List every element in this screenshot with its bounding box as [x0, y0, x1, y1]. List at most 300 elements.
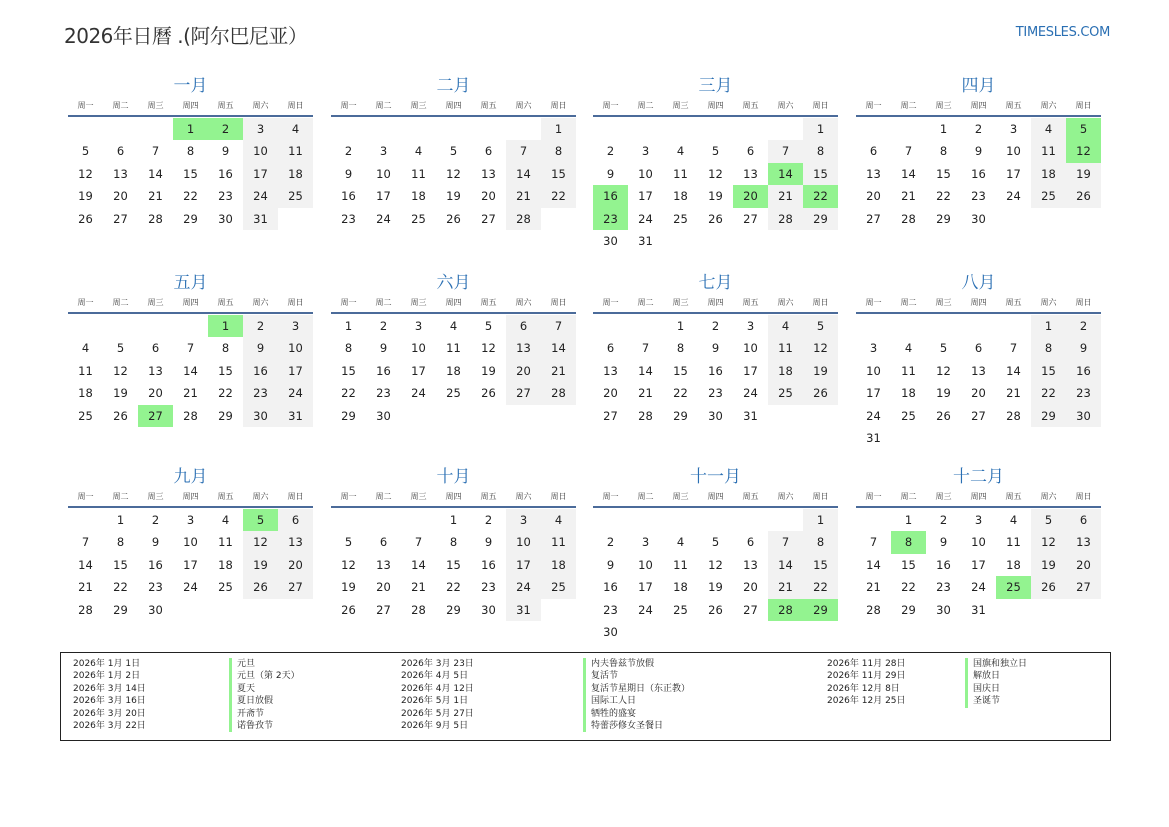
day-cell[interactable]: 6	[379, 535, 388, 550]
day-cell[interactable]: 9	[974, 144, 983, 159]
day-cell[interactable]: 22	[1031, 382, 1066, 404]
day-cell[interactable]: 15	[673, 363, 688, 378]
day-cell[interactable]: 10	[866, 363, 881, 378]
day-cell[interactable]: 31	[506, 599, 541, 621]
day-cell[interactable]: 12	[243, 531, 278, 553]
day-cell[interactable]: 20	[1066, 554, 1101, 576]
day-cell[interactable]: 25	[541, 576, 576, 598]
day-cell[interactable]: 14	[148, 166, 163, 181]
day-cell[interactable]: 21	[1006, 386, 1021, 401]
day-cell[interactable]: 5	[711, 144, 720, 159]
day-cell[interactable]: 16	[243, 360, 278, 382]
day-cell[interactable]: 26	[341, 602, 356, 617]
day-cell[interactable]: 26	[113, 408, 128, 423]
day-cell[interactable]: 2	[379, 319, 388, 333]
day-cell[interactable]: 13	[506, 337, 541, 359]
day-cell[interactable]: 23	[148, 580, 163, 595]
day-cell[interactable]: 27	[278, 576, 313, 598]
day-cell[interactable]: 24	[183, 580, 198, 595]
day-cell[interactable]: 10	[971, 535, 986, 550]
day-cell[interactable]: 25	[673, 602, 688, 617]
day-cell[interactable]: 30	[708, 408, 723, 423]
day-cell[interactable]: 10	[183, 535, 198, 550]
day-cell[interactable]: 6	[278, 509, 313, 531]
day-cell[interactable]: 1	[803, 118, 838, 140]
day-cell[interactable]: 30	[603, 624, 618, 639]
holiday-day[interactable]: 12	[1066, 140, 1101, 162]
day-cell[interactable]: 22	[673, 386, 688, 401]
day-cell[interactable]: 15	[901, 557, 916, 572]
holiday-day[interactable]: 23	[593, 208, 628, 230]
day-cell[interactable]: 28	[78, 602, 93, 617]
day-cell[interactable]: 23	[481, 580, 496, 595]
day-cell[interactable]: 2	[151, 513, 160, 527]
day-cell[interactable]: 6	[1066, 509, 1101, 531]
day-cell[interactable]: 7	[541, 315, 576, 337]
day-cell[interactable]: 22	[218, 386, 233, 401]
day-cell[interactable]: 18	[673, 580, 688, 595]
day-cell[interactable]: 10	[506, 531, 541, 553]
holiday-day[interactable]: 29	[803, 599, 838, 621]
day-cell[interactable]: 1	[904, 513, 913, 527]
day-cell[interactable]: 27	[743, 211, 758, 226]
day-cell[interactable]: 9	[606, 557, 615, 572]
day-cell[interactable]: 14	[901, 166, 916, 181]
day-cell[interactable]: 1	[676, 319, 685, 333]
day-cell[interactable]: 3	[974, 513, 983, 527]
day-cell[interactable]: 27	[506, 382, 541, 404]
day-cell[interactable]: 7	[869, 535, 878, 550]
day-cell[interactable]: 17	[376, 189, 391, 204]
day-cell[interactable]: 31	[866, 430, 881, 445]
day-cell[interactable]: 1	[449, 513, 458, 527]
day-cell[interactable]: 8	[221, 341, 230, 356]
day-cell[interactable]: 30	[603, 233, 618, 248]
day-cell[interactable]: 15	[803, 554, 838, 576]
day-cell[interactable]: 3	[641, 144, 650, 159]
day-cell[interactable]: 29	[673, 408, 688, 423]
holiday-day[interactable]: 22	[803, 185, 838, 207]
day-cell[interactable]: 8	[939, 144, 948, 159]
day-cell[interactable]: 17	[411, 363, 426, 378]
holiday-day[interactable]: 2	[208, 118, 243, 140]
day-cell[interactable]: 18	[446, 363, 461, 378]
day-cell[interactable]: 20	[376, 580, 391, 595]
day-cell[interactable]: 9	[711, 341, 720, 356]
day-cell[interactable]: 17	[1006, 166, 1021, 181]
day-cell[interactable]: 7	[506, 140, 541, 162]
day-cell[interactable]: 22	[341, 386, 356, 401]
day-cell[interactable]: 3	[379, 144, 388, 159]
day-cell[interactable]: 30	[243, 405, 278, 427]
day-cell[interactable]: 19	[708, 189, 723, 204]
day-cell[interactable]: 5	[116, 341, 125, 356]
holiday-day[interactable]: 28	[768, 599, 803, 621]
day-cell[interactable]: 11	[278, 140, 313, 162]
day-cell[interactable]: 16	[376, 363, 391, 378]
day-cell[interactable]: 18	[1006, 557, 1021, 572]
day-cell[interactable]: 12	[446, 166, 461, 181]
day-cell[interactable]: 6	[606, 341, 615, 356]
day-cell[interactable]: 16	[218, 166, 233, 181]
day-cell[interactable]: 8	[449, 535, 458, 550]
day-cell[interactable]: 30	[936, 602, 951, 617]
day-cell[interactable]: 15	[341, 363, 356, 378]
day-cell[interactable]: 2	[974, 122, 983, 136]
day-cell[interactable]: 24	[243, 185, 278, 207]
holiday-day[interactable]: 14	[768, 163, 803, 185]
day-cell[interactable]: 20	[148, 386, 163, 401]
day-cell[interactable]: 24	[866, 408, 881, 423]
day-cell[interactable]: 23	[936, 580, 951, 595]
day-cell[interactable]: 4	[81, 341, 90, 356]
day-cell[interactable]: 17	[866, 386, 881, 401]
day-cell[interactable]: 12	[708, 166, 723, 181]
day-cell[interactable]: 8	[186, 144, 195, 159]
day-cell[interactable]: 19	[446, 189, 461, 204]
holiday-day[interactable]: 1	[208, 315, 243, 337]
day-cell[interactable]: 2	[939, 513, 948, 527]
day-cell[interactable]: 11	[541, 531, 576, 553]
day-cell[interactable]: 10	[638, 166, 653, 181]
day-cell[interactable]: 25	[78, 408, 93, 423]
day-cell[interactable]: 18	[673, 189, 688, 204]
day-cell[interactable]: 12	[481, 341, 496, 356]
day-cell[interactable]: 13	[376, 557, 391, 572]
day-cell[interactable]: 2	[711, 319, 720, 333]
day-cell[interactable]: 28	[901, 211, 916, 226]
day-cell[interactable]: 23	[971, 189, 986, 204]
day-cell[interactable]: 14	[506, 163, 541, 185]
day-cell[interactable]: 24	[1006, 189, 1021, 204]
day-cell[interactable]: 8	[344, 341, 353, 356]
day-cell[interactable]: 24	[376, 211, 391, 226]
day-cell[interactable]: 29	[113, 602, 128, 617]
day-cell[interactable]: 9	[606, 166, 615, 181]
day-cell[interactable]: 25	[901, 408, 916, 423]
day-cell[interactable]: 2	[344, 144, 353, 159]
day-cell[interactable]: 19	[243, 554, 278, 576]
day-cell[interactable]: 22	[803, 576, 838, 598]
day-cell[interactable]: 6	[869, 144, 878, 159]
day-cell[interactable]: 27	[743, 602, 758, 617]
day-cell[interactable]: 17	[743, 363, 758, 378]
day-cell[interactable]: 17	[638, 189, 653, 204]
day-cell[interactable]: 19	[1066, 163, 1101, 185]
day-cell[interactable]: 24	[638, 211, 653, 226]
day-cell[interactable]: 20	[603, 386, 618, 401]
day-cell[interactable]: 22	[901, 580, 916, 595]
day-cell[interactable]: 12	[803, 337, 838, 359]
day-cell[interactable]: 28	[541, 382, 576, 404]
day-cell[interactable]: 13	[1066, 531, 1101, 553]
day-cell[interactable]: 7	[151, 144, 160, 159]
day-cell[interactable]: 9	[379, 341, 388, 356]
day-cell[interactable]: 11	[673, 166, 688, 181]
day-cell[interactable]: 26	[708, 602, 723, 617]
day-cell[interactable]: 5	[803, 315, 838, 337]
day-cell[interactable]: 2	[484, 513, 493, 527]
day-cell[interactable]: 9	[1066, 337, 1101, 359]
day-cell[interactable]: 18	[218, 557, 233, 572]
day-cell[interactable]: 12	[936, 363, 951, 378]
day-cell[interactable]: 30	[971, 211, 986, 226]
day-cell[interactable]: 22	[541, 185, 576, 207]
day-cell[interactable]: 13	[113, 166, 128, 181]
day-cell[interactable]: 7	[414, 535, 423, 550]
day-cell[interactable]: 26	[708, 211, 723, 226]
day-cell[interactable]: 15	[936, 166, 951, 181]
holiday-day[interactable]: 20	[733, 185, 768, 207]
day-cell[interactable]: 22	[446, 580, 461, 595]
holiday-day[interactable]: 5	[243, 509, 278, 531]
day-cell[interactable]: 25	[278, 185, 313, 207]
day-cell[interactable]: 28	[1006, 408, 1021, 423]
day-cell[interactable]: 19	[803, 360, 838, 382]
day-cell[interactable]: 24	[743, 386, 758, 401]
day-cell[interactable]: 30	[148, 602, 163, 617]
day-cell[interactable]: 16	[708, 363, 723, 378]
day-cell[interactable]: 16	[936, 557, 951, 572]
day-cell[interactable]: 25	[1031, 185, 1066, 207]
day-cell[interactable]: 31	[971, 602, 986, 617]
day-cell[interactable]: 14	[183, 363, 198, 378]
day-cell[interactable]: 27	[376, 602, 391, 617]
day-cell[interactable]: 7	[186, 341, 195, 356]
day-cell[interactable]: 21	[148, 189, 163, 204]
day-cell[interactable]: 5	[344, 535, 353, 550]
day-cell[interactable]: 5	[484, 319, 493, 333]
day-cell[interactable]: 26	[446, 211, 461, 226]
day-cell[interactable]: 9	[151, 535, 160, 550]
day-cell[interactable]: 14	[1006, 363, 1021, 378]
day-cell[interactable]: 16	[1066, 360, 1101, 382]
day-cell[interactable]: 10	[743, 341, 758, 356]
day-cell[interactable]: 15	[183, 166, 198, 181]
day-cell[interactable]: 29	[446, 602, 461, 617]
day-cell[interactable]: 19	[113, 386, 128, 401]
day-cell[interactable]: 15	[218, 363, 233, 378]
day-cell[interactable]: 22	[183, 189, 198, 204]
day-cell[interactable]: 1	[541, 118, 576, 140]
day-cell[interactable]: 25	[446, 386, 461, 401]
day-cell[interactable]: 23	[1066, 382, 1101, 404]
day-cell[interactable]: 28	[768, 208, 803, 230]
day-cell[interactable]: 19	[1031, 554, 1066, 576]
day-cell[interactable]: 11	[1006, 535, 1021, 550]
day-cell[interactable]: 24	[411, 386, 426, 401]
day-cell[interactable]: 11	[673, 557, 688, 572]
day-cell[interactable]: 29	[936, 211, 951, 226]
day-cell[interactable]: 10	[243, 140, 278, 162]
day-cell[interactable]: 12	[78, 166, 93, 181]
day-cell[interactable]: 24	[278, 382, 313, 404]
day-cell[interactable]: 8	[803, 531, 838, 553]
site-link[interactable]: TIMESLES.COM	[1015, 25, 1110, 40]
holiday-day[interactable]: 5	[1066, 118, 1101, 140]
holiday-day[interactable]: 8	[891, 531, 926, 553]
day-cell[interactable]: 14	[411, 557, 426, 572]
day-cell[interactable]: 8	[803, 140, 838, 162]
day-cell[interactable]: 31	[743, 408, 758, 423]
day-cell[interactable]: 30	[1066, 405, 1101, 427]
day-cell[interactable]: 4	[1031, 118, 1066, 140]
day-cell[interactable]: 6	[974, 341, 983, 356]
day-cell[interactable]: 15	[446, 557, 461, 572]
day-cell[interactable]: 12	[708, 557, 723, 572]
day-cell[interactable]: 20	[481, 189, 496, 204]
day-cell[interactable]: 12	[341, 557, 356, 572]
day-cell[interactable]: 26	[803, 382, 838, 404]
day-cell[interactable]: 6	[151, 341, 160, 356]
day-cell[interactable]: 4	[676, 144, 685, 159]
day-cell[interactable]: 29	[341, 408, 356, 423]
day-cell[interactable]: 4	[676, 535, 685, 550]
day-cell[interactable]: 1	[344, 319, 353, 333]
day-cell[interactable]: 20	[278, 554, 313, 576]
day-cell[interactable]: 1	[116, 513, 125, 527]
day-cell[interactable]: 17	[506, 554, 541, 576]
day-cell[interactable]: 3	[278, 315, 313, 337]
day-cell[interactable]: 29	[901, 602, 916, 617]
day-cell[interactable]: 16	[148, 557, 163, 572]
day-cell[interactable]: 20	[743, 580, 758, 595]
day-cell[interactable]: 21	[411, 580, 426, 595]
day-cell[interactable]: 11	[768, 337, 803, 359]
day-cell[interactable]: 4	[541, 509, 576, 531]
day-cell[interactable]: 5	[939, 341, 948, 356]
day-cell[interactable]: 27	[603, 408, 618, 423]
day-cell[interactable]: 28	[506, 208, 541, 230]
day-cell[interactable]: 7	[641, 341, 650, 356]
day-cell[interactable]: 18	[541, 554, 576, 576]
day-cell[interactable]: 23	[708, 386, 723, 401]
day-cell[interactable]: 29	[1031, 405, 1066, 427]
day-cell[interactable]: 13	[481, 166, 496, 181]
day-cell[interactable]: 26	[1031, 576, 1066, 598]
day-cell[interactable]: 11	[901, 363, 916, 378]
day-cell[interactable]: 13	[743, 166, 758, 181]
day-cell[interactable]: 31	[243, 208, 278, 230]
day-cell[interactable]: 25	[411, 211, 426, 226]
day-cell[interactable]: 29	[218, 408, 233, 423]
day-cell[interactable]: 21	[183, 386, 198, 401]
day-cell[interactable]: 19	[78, 189, 93, 204]
day-cell[interactable]: 15	[541, 163, 576, 185]
day-cell[interactable]: 7	[81, 535, 90, 550]
day-cell[interactable]: 27	[481, 211, 496, 226]
day-cell[interactable]: 28	[638, 408, 653, 423]
day-cell[interactable]: 13	[971, 363, 986, 378]
day-cell[interactable]: 21	[901, 189, 916, 204]
day-cell[interactable]: 21	[541, 360, 576, 382]
day-cell[interactable]: 23	[218, 189, 233, 204]
day-cell[interactable]: 10	[1006, 144, 1021, 159]
day-cell[interactable]: 25	[768, 382, 803, 404]
day-cell[interactable]: 23	[376, 386, 391, 401]
day-cell[interactable]: 21	[506, 185, 541, 207]
day-cell[interactable]: 21	[78, 580, 93, 595]
day-cell[interactable]: 7	[768, 531, 803, 553]
day-cell[interactable]: 5	[81, 144, 90, 159]
day-cell[interactable]: 2	[243, 315, 278, 337]
day-cell[interactable]: 18	[411, 189, 426, 204]
day-cell[interactable]: 9	[484, 535, 493, 550]
day-cell[interactable]: 22	[936, 189, 951, 204]
day-cell[interactable]: 9	[939, 535, 948, 550]
day-cell[interactable]: 18	[768, 360, 803, 382]
day-cell[interactable]: 5	[1031, 509, 1066, 531]
day-cell[interactable]: 25	[673, 211, 688, 226]
day-cell[interactable]: 11	[1031, 140, 1066, 162]
day-cell[interactable]: 18	[78, 386, 93, 401]
day-cell[interactable]: 16	[481, 557, 496, 572]
day-cell[interactable]: 26	[1066, 185, 1101, 207]
day-cell[interactable]: 6	[746, 144, 755, 159]
day-cell[interactable]: 30	[218, 211, 233, 226]
day-cell[interactable]: 7	[768, 140, 803, 162]
day-cell[interactable]: 2	[606, 144, 615, 159]
day-cell[interactable]: 9	[243, 337, 278, 359]
day-cell[interactable]: 31	[278, 405, 313, 427]
day-cell[interactable]: 19	[481, 363, 496, 378]
day-cell[interactable]: 1	[939, 122, 948, 136]
day-cell[interactable]: 24	[971, 580, 986, 595]
day-cell[interactable]: 3	[869, 341, 878, 356]
day-cell[interactable]: 2	[1066, 315, 1101, 337]
day-cell[interactable]: 26	[78, 211, 93, 226]
day-cell[interactable]: 28	[411, 602, 426, 617]
day-cell[interactable]: 17	[243, 163, 278, 185]
day-cell[interactable]: 10	[278, 337, 313, 359]
day-cell[interactable]: 9	[221, 144, 230, 159]
day-cell[interactable]: 5	[449, 144, 458, 159]
day-cell[interactable]: 3	[414, 319, 423, 333]
day-cell[interactable]: 14	[866, 557, 881, 572]
day-cell[interactable]: 18	[278, 163, 313, 185]
day-cell[interactable]: 25	[218, 580, 233, 595]
day-cell[interactable]: 16	[971, 166, 986, 181]
day-cell[interactable]: 15	[1031, 360, 1066, 382]
day-cell[interactable]: 6	[484, 144, 493, 159]
day-cell[interactable]: 11	[411, 166, 426, 181]
day-cell[interactable]: 4	[1009, 513, 1018, 527]
day-cell[interactable]: 14	[638, 363, 653, 378]
day-cell[interactable]: 3	[641, 535, 650, 550]
day-cell[interactable]: 11	[446, 341, 461, 356]
day-cell[interactable]: 16	[603, 580, 618, 595]
day-cell[interactable]: 16	[341, 189, 356, 204]
day-cell[interactable]: 28	[183, 408, 198, 423]
day-cell[interactable]: 29	[803, 208, 838, 230]
day-cell[interactable]: 6	[746, 535, 755, 550]
day-cell[interactable]: 4	[768, 315, 803, 337]
day-cell[interactable]: 19	[936, 386, 951, 401]
day-cell[interactable]: 9	[344, 166, 353, 181]
day-cell[interactable]: 28	[866, 602, 881, 617]
day-cell[interactable]: 17	[638, 580, 653, 595]
day-cell[interactable]: 14	[78, 557, 93, 572]
day-cell[interactable]: 3	[186, 513, 195, 527]
day-cell[interactable]: 3	[506, 509, 541, 531]
day-cell[interactable]: 27	[113, 211, 128, 226]
day-cell[interactable]: 24	[638, 602, 653, 617]
day-cell[interactable]: 31	[638, 233, 653, 248]
day-cell[interactable]: 6	[506, 315, 541, 337]
day-cell[interactable]: 2	[606, 535, 615, 550]
day-cell[interactable]: 8	[1031, 337, 1066, 359]
day-cell[interactable]: 5	[711, 535, 720, 550]
